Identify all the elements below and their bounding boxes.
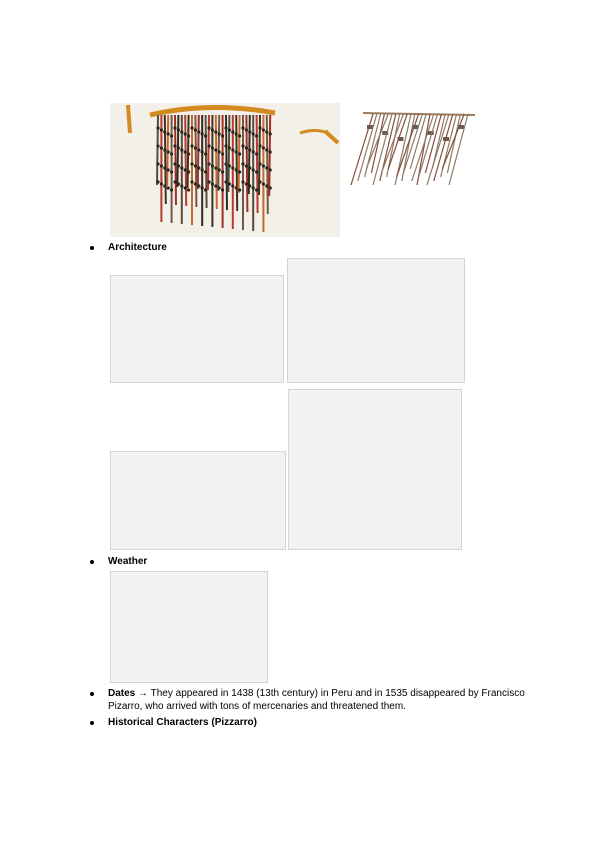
quipu-knot (197, 166, 200, 169)
quipu-cord (188, 115, 189, 188)
quipu-knot (262, 164, 265, 167)
quipu-knot (207, 144, 210, 147)
quipu-knot (252, 132, 255, 135)
quipu-knot (187, 170, 190, 173)
quipu-knot (231, 148, 234, 151)
quipu-knot (163, 184, 166, 187)
quipu-knot (218, 150, 221, 153)
quipu-knot (177, 146, 180, 149)
quipu-knot (207, 180, 210, 183)
quipu-knot (235, 132, 238, 135)
quipu-knot (269, 150, 272, 153)
quipu-knot (238, 170, 241, 173)
quipu-knot (160, 164, 163, 167)
quipu-knot (262, 182, 265, 185)
quipu-knot (245, 146, 248, 149)
quipu-knot (173, 162, 176, 165)
quipu-knot (245, 128, 248, 131)
bullet-dates-text (108, 687, 530, 713)
quipu-knot (214, 130, 217, 133)
quipu-cord (206, 115, 207, 208)
quipu-knot (218, 132, 221, 135)
quipu-knot (224, 180, 227, 183)
quipu-knot (204, 170, 207, 173)
weather-image (110, 571, 268, 683)
quipu-flat-drawing (343, 107, 483, 193)
quipu-knot (194, 146, 197, 149)
arrow-glyph: → (138, 688, 149, 699)
quipu-cord (208, 115, 209, 190)
quipu-knot (163, 166, 166, 169)
quipu-cord (267, 115, 268, 214)
quipu-knot (228, 146, 231, 149)
quipu-knot (228, 182, 231, 185)
quipu-cord (165, 115, 166, 204)
quipu-knot (224, 126, 227, 129)
quipu-knot (224, 162, 227, 165)
quipu-knot (255, 134, 258, 137)
quipu-knot (177, 128, 180, 131)
quipu-knot (163, 130, 166, 133)
quipu-knot (218, 186, 221, 189)
quipu-knot (211, 146, 214, 149)
bullet-label: Weather (108, 556, 148, 567)
quipu-knot (228, 128, 231, 131)
quipu-knot (173, 180, 176, 183)
bullet-dot (90, 246, 94, 250)
quipu-knot (170, 152, 173, 155)
quipu-knot (184, 150, 187, 153)
quipu-knot (269, 186, 272, 189)
quipu-knot (241, 162, 244, 165)
quipu-knot (221, 152, 224, 155)
quipu-wall-image (110, 103, 340, 237)
quipu-knot (252, 150, 255, 153)
architecture-image-3 (110, 451, 286, 550)
quipu-wall-drawing (110, 103, 340, 237)
quipu-knot (238, 152, 241, 155)
quipu-knot (184, 186, 187, 189)
quipu-knot (187, 134, 190, 137)
quipu-knot (265, 148, 268, 151)
quipu-knot (194, 164, 197, 167)
quipu-knot (197, 184, 200, 187)
quipu-knot (207, 126, 210, 129)
quipu-knot (221, 134, 224, 137)
quipu-knot (258, 144, 261, 147)
quipu-knot (167, 186, 170, 189)
quipu-knot (245, 182, 248, 185)
bullet-label: Historical Characters (Pizzarro) (108, 717, 257, 728)
bullet-label: Architecture (108, 242, 167, 253)
quipu-knot (228, 164, 231, 167)
quipu-knot (248, 148, 251, 151)
quipu-knot (170, 170, 173, 173)
quipu-knot (238, 188, 241, 191)
quipu-knot (255, 152, 258, 155)
bullet-dot (90, 692, 94, 696)
quipu-knot (248, 130, 251, 133)
quipu-knot (238, 134, 241, 137)
quipu-knot (248, 166, 251, 169)
quipu-knot (241, 144, 244, 147)
quipu-cord (216, 115, 217, 209)
quipu-knot (156, 180, 159, 183)
quipu-knot (218, 168, 221, 171)
quipu-knot (156, 144, 159, 147)
quipu-knot (231, 130, 234, 133)
quipu-knot (160, 146, 163, 149)
quipu-knot (197, 130, 200, 133)
quipu-knot (170, 134, 173, 137)
quipu-knot (211, 164, 214, 167)
quipu-cord (269, 115, 270, 196)
quipu-knot (245, 164, 248, 167)
quipu-knot (184, 168, 187, 171)
quipu-knot (235, 150, 238, 153)
quipu-knot (180, 148, 183, 151)
quipu-knot (221, 188, 224, 191)
quipu-knot (160, 128, 163, 131)
quipu-knot (173, 126, 176, 129)
quipu-cord (228, 115, 229, 192)
architecture-image-1 (110, 275, 284, 383)
quipu-knot (255, 170, 258, 173)
quipu-cord (249, 115, 250, 194)
quipu-knot (201, 168, 204, 171)
quipu-knot (156, 162, 159, 165)
quipu-knot (269, 168, 272, 171)
quipu-knot (201, 132, 204, 135)
quipu-knot (190, 180, 193, 183)
quipu-cord (157, 115, 158, 185)
quipu-knot (265, 130, 268, 133)
quipu-knot (255, 188, 258, 191)
quipu-knot (235, 186, 238, 189)
quipu-knot (173, 144, 176, 147)
quipu-cord (257, 115, 258, 213)
quipu-cord (198, 115, 199, 189)
quipu-knot (167, 132, 170, 135)
quipu-knot (190, 126, 193, 129)
quipu-knot (204, 134, 207, 137)
quipu-knot (269, 132, 272, 135)
quipu-knot (258, 126, 261, 129)
quipu-knot (194, 182, 197, 185)
quipu-knot (163, 148, 166, 151)
quipu-knot (180, 166, 183, 169)
quipu-knot (190, 162, 193, 165)
quipu-knot (207, 162, 210, 165)
quipu-knot (262, 146, 265, 149)
quipu-knot (190, 144, 193, 147)
bullet-dot (90, 560, 94, 564)
quipu-knot (204, 152, 207, 155)
quipu-flat-image (343, 107, 483, 193)
quipu-knot (258, 180, 261, 183)
quipu-knot (235, 168, 238, 171)
quipu-knot (214, 148, 217, 151)
quipu-knot (458, 125, 464, 129)
quipu-knot (224, 144, 227, 147)
quipu-knot (180, 130, 183, 133)
quipu-knot (187, 188, 190, 191)
quipu-knot (241, 126, 244, 129)
architecture-image-2 (287, 258, 465, 383)
quipu-knot (187, 152, 190, 155)
quipu-knot (160, 182, 163, 185)
quipu-knot (156, 126, 159, 129)
quipu-knot (248, 184, 251, 187)
quipu-knot (214, 166, 217, 169)
quipu-knot (177, 164, 180, 167)
bullet-body: They appeared in 1438 (13th century) in Peru and in 1535 disappeared by Francisco Pizarro, who arrived with tons of mercenaries and threatened them. (108, 688, 525, 712)
quipu-knot (201, 186, 204, 189)
quipu-knot (180, 184, 183, 187)
quipu-knot (211, 128, 214, 131)
quipu-knot (265, 166, 268, 169)
bullet-label: Dates (108, 688, 136, 699)
quipu-knot (167, 168, 170, 171)
quipu-knot (252, 186, 255, 189)
architecture-image-4 (288, 389, 462, 550)
quipu-knot (197, 148, 200, 151)
quipu-knot (265, 184, 268, 187)
quipu-knot (241, 180, 244, 183)
quipu-knot (204, 188, 207, 191)
quipu-cord (177, 115, 178, 187)
quipu-knot (167, 150, 170, 153)
quipu-knot (214, 184, 217, 187)
quipu-knot (211, 182, 214, 185)
quipu-knot (194, 128, 197, 131)
quipu-knot (177, 182, 180, 185)
quipu-knot (201, 150, 204, 153)
quipu-knot (231, 166, 234, 169)
quipu-knot (252, 168, 255, 171)
quipu-knot (221, 170, 224, 173)
quipu-knot (231, 184, 234, 187)
quipu-knot (170, 188, 173, 191)
quipu-knot (258, 162, 261, 165)
bullet-dot (90, 721, 94, 725)
quipu-knot (184, 132, 187, 135)
quipu-cord (185, 115, 186, 206)
quipu-cord (236, 115, 237, 211)
quipu-knot (262, 128, 265, 131)
